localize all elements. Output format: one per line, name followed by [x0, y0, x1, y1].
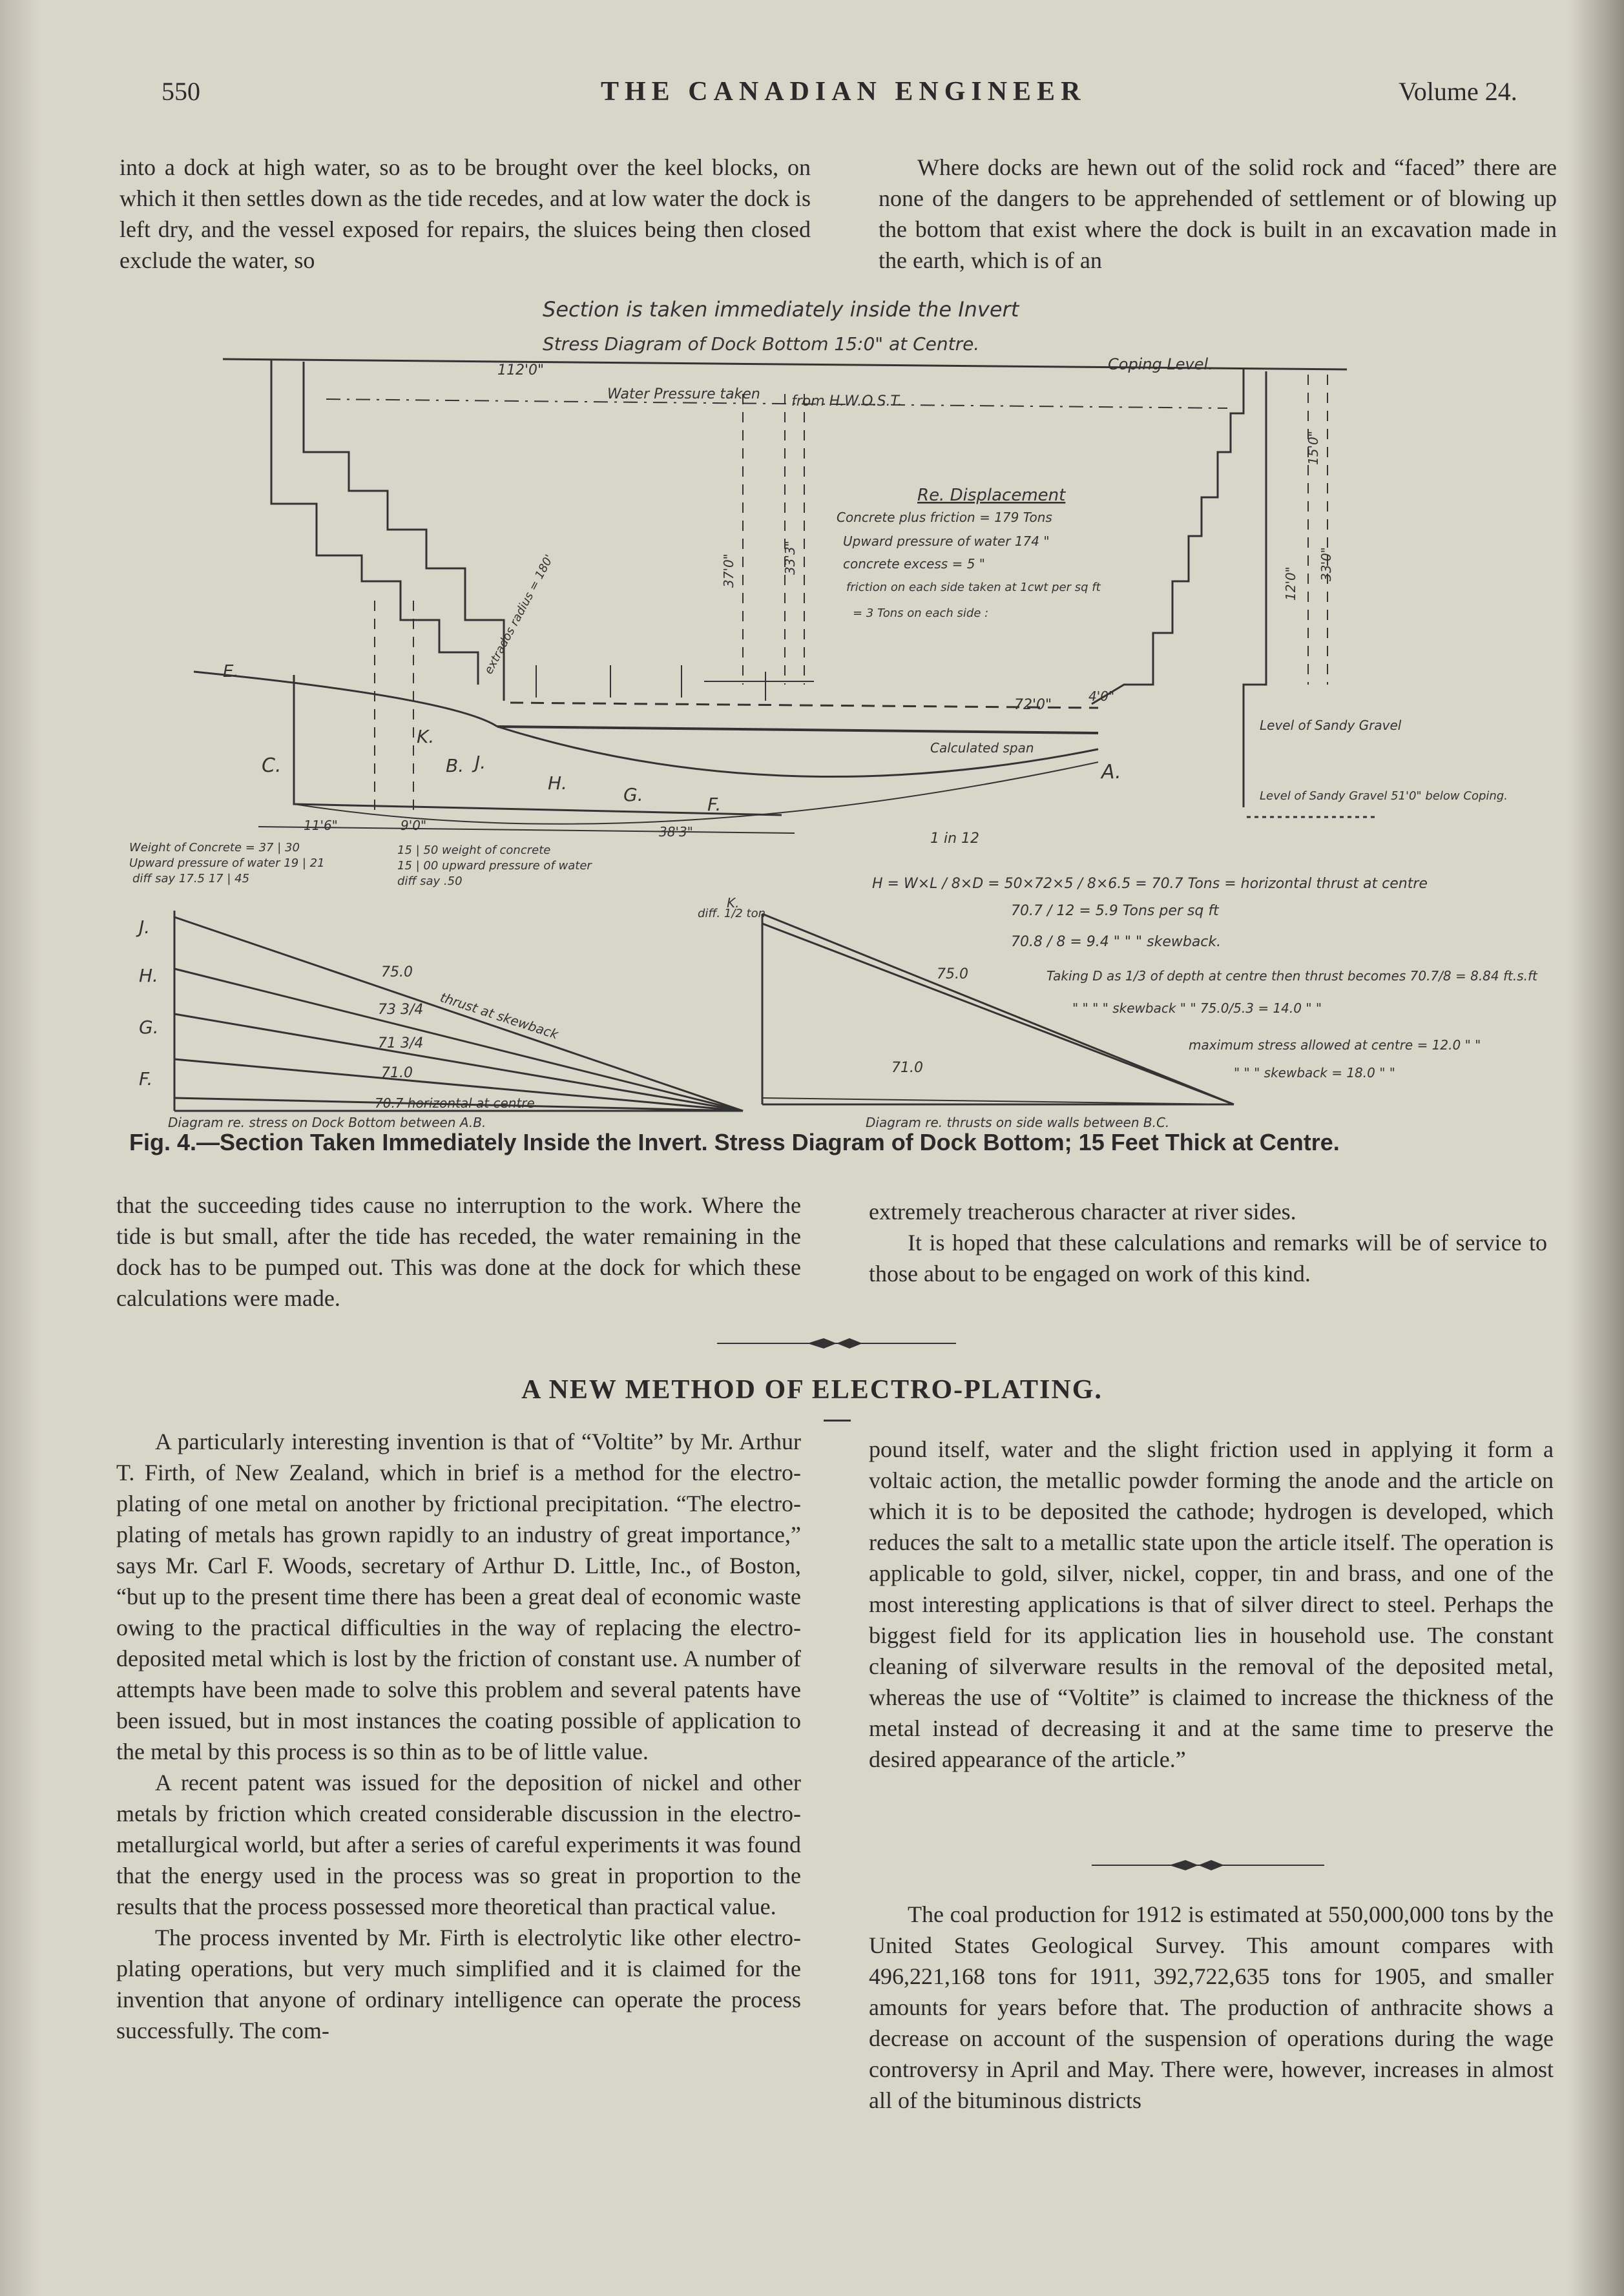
svg-text:75.0: 75.0	[381, 964, 413, 980]
svg-text:75.0: 75.0	[937, 966, 968, 982]
svg-text:G.: G.	[623, 784, 643, 805]
svg-text:Concrete plus friction = 179 T: Concrete plus friction = 179 Tons	[837, 510, 1052, 525]
top-right-paragraph: Where docks are hewn out of the solid rock and “faced” there are none of the dangers to be apprehended of settlement or of blowing up the bottom that exist where the dock is built in an excavation made in the earth, which is of an	[879, 154, 1557, 273]
article-paragraph-2: A recent patent was issued for the deposition of nickel and other metals by friction which created considerable discussion in the electro-metallurgical world, but after a series of careful experiments it was found that the energy used in the process was so great in proportion to the results that the process possessed more theoretical than practical value.	[116, 1770, 801, 1919]
svg-text:71.0: 71.0	[381, 1065, 413, 1081]
section-divider-ornament	[717, 1330, 956, 1356]
coal-note-paragraph: The coal production for 1912 is estimated at 550,000,000 tons by the United States Geological Survey. This amount compares with 496,221,168 tons for 1911, 392,722,635 tons for 1905, and smaller amounts for years before that. The production of anthracite shows a decrease on account of the suspension of operations during the wage controversy in April and May. There were, however, increases in almost all of the bituminous districts	[869, 1901, 1554, 2113]
article-right-column	[869, 1434, 1554, 1775]
mid-left-column	[116, 1190, 801, 1314]
svg-text:Upward pressure of water 19 |: Upward pressure of water 19 | 21	[129, 856, 325, 870]
figure-caption: Fig. 4.—Section Taken Immediately Inside the Invert. Stress Diagram of Dock Bottom; 15 Feet Thick at Centre.	[129, 1129, 1340, 1155]
svg-text:J.: J.	[139, 916, 151, 938]
svg-text:15 | 00 upward pressure of wat: 15 | 00 upward pressure of water	[397, 859, 592, 873]
displacement-heading: Re. Displacement	[917, 486, 1066, 505]
dim-112: 112'0"	[497, 362, 545, 378]
article-paragraph-1: A particularly interesting invention is that of “Voltite” by Mr. Arthur T. Firth, of New Zealand, which in brief is a method for the electro-plating of one metal on another by frictional precipitation. “The electro-plating of metals has grown rapidly to an industry of great importance,” says Mr. Carl F. Woods, secretary of Arthur D. Little, Inc., of Boston, “but up to the present time there has been a great deal of economic waste owing to the practical difficulties in the way of replacing the electro-deposited metal which is lost by the friction of constant use. A number of attempts have been made to solve this problem and several patents have been issued, but in most instances the coating possible of application to the metal by this process is so thin as to be of little value.	[116, 1429, 801, 1764]
fig-title-2: Stress Diagram of Dock Bottom 15:0" at Centre.	[543, 333, 980, 355]
svg-text:E.: E.	[223, 662, 239, 681]
svg-text:9'0": 9'0"	[401, 818, 427, 833]
top-left-paragraph: into a dock at high water, so as to be brought over the keel blocks, on which it then settles down as the tide recedes, and at low water the dock is left dry, and the vessel exposed for repairs, the sluices being then closed exclude the water, so	[120, 154, 811, 273]
svg-text:37'0": 37'0"	[721, 553, 736, 588]
svg-text:38'3": 38'3"	[659, 824, 693, 840]
article-left-column	[116, 1426, 801, 2046]
svg-text:A.: A.	[1101, 761, 1121, 783]
svg-text:maximum stress allowed at cent: maximum stress allowed at centre = 12.0 " "	[1189, 1037, 1481, 1053]
svg-text:70.8 / 8 = 9.4 " " " skewback: 70.8 / 8 = 9.4 " " " skewback.	[1011, 934, 1222, 950]
dock-section-figure	[0, 0, 1624, 1137]
left-wall-steps	[271, 359, 478, 685]
svg-text:F.: F.	[707, 794, 722, 815]
svg-text:Level of Sandy Gravel 51'0" be: Level of Sandy Gravel 51'0" below Coping.	[1260, 789, 1508, 803]
coping-level-label: Coping Level.	[1108, 355, 1213, 373]
svg-text:11'6": 11'6"	[304, 818, 338, 833]
article-paragraph-3: The process invented by Mr. Firth is electrolytic like other electro-plating operations, but very much simplified and it is claimed for the invention that anyone of ordinary intelligence can operate the process successfully. The com-	[116, 1925, 801, 2043]
svg-text:Taking D as 1/3 of depth at ce: Taking D as 1/3 of depth at centre then thrust becomes 70.7/8 = 8.84 ft.s.ft	[1046, 968, 1537, 984]
svg-text:diff say .50: diff say .50	[397, 874, 463, 888]
svg-text:G.: G.	[139, 1017, 159, 1038]
svg-text:J.: J.	[475, 752, 486, 773]
svg-text:H.: H.	[139, 965, 158, 986]
article-title: A NEW METHOD OF ELECTRO-PLATING.	[521, 1375, 1103, 1405]
svg-text:4'0": 4'0"	[1088, 688, 1115, 704]
svg-text:H.: H.	[548, 772, 567, 794]
from-hwost-label: from H.W.O.S.T.	[791, 393, 902, 409]
svg-text:Upward pressure of water 174 ": Upward pressure of water 174 "	[843, 533, 1050, 549]
svg-text:1 in 12: 1 in 12	[930, 831, 980, 847]
article-paragraph-4: pound itself, water and the slight friction used in applying it form a voltaic action, the metallic powder forming the anode and the article on which it is to be deposited the cathode; hydrogen is developed, which reduces the salt to a metallic state upon the article itself. The operation is applicable to gold, silver, nickel, copper, tin and brass, and one of the most interesting applications is that of silver direct to steel. Perhaps the biggest field for its application lies in household use. The constant cleaning of silverware results in the removal of the deposited metal, whereas the use of “Voltite” is claimed to increase the thickness of the metal instead of decreasing it and at the same time to preserve the desired appearance of the article.”	[869, 1436, 1554, 1772]
mid-right-paragraph: It is hoped that these calculations and remarks will be of service to those about to be engaged on work of this kind.	[869, 1230, 1547, 1287]
svg-text:extrados radius = 180': extrados radius = 180'	[481, 552, 557, 677]
svg-text:H = W×L / 8×D = 50×72×5 / 8×6.: H = W×L / 8×D = 50×72×5 / 8×6.5 = 70.7 Tons = horizontal thrust at centre	[872, 876, 1428, 892]
page-number: 550	[161, 77, 200, 106]
svg-text:= 3 Tons on each side :: = 3 Tons on each side :	[853, 606, 989, 620]
journal-title: THE CANADIAN ENGINEER	[601, 77, 1087, 107]
svg-text:70.7 horizontal at centre: 70.7 horizontal at centre	[375, 1095, 535, 1111]
svg-text:33'3": 33'3"	[782, 541, 798, 575]
note-divider-ornament	[1092, 1852, 1324, 1878]
right-diagram-caption: Diagram re. thrusts on side walls between B.C.	[866, 1115, 1170, 1130]
mid-right-line-1: extremely treacherous character at river sides.	[869, 1199, 1296, 1225]
svg-text:73 3/4: 73 3/4	[378, 1002, 424, 1018]
title-rule	[824, 1420, 851, 1422]
svg-text:friction on each side taken at: friction on each side taken at 1cwt per sq ft	[846, 581, 1101, 594]
svg-text:71.0: 71.0	[891, 1060, 923, 1076]
mid-right-column	[869, 1196, 1547, 1289]
svg-text:Weight of Concrete = 37 | 30: Weight of Concrete = 37 | 30	[129, 841, 300, 854]
fig-title-1: Section is taken immediately inside the Invert	[543, 297, 1019, 322]
svg-text:12'0": 12'0"	[1283, 566, 1298, 601]
svg-text:K.: K.	[727, 895, 740, 911]
volume-label: Volume 24.	[1399, 77, 1517, 106]
mid-left-paragraph: that the succeeding tides cause no interruption to the work. Where the tide is but small, after the tide has receded, the water remaining in the dock has to be pumped out. This was done at the dock for which these calculations were made.	[116, 1192, 801, 1311]
svg-text:B.: B.	[446, 755, 464, 776]
svg-text:72'0": 72'0"	[1014, 697, 1052, 713]
svg-text:diff say 17.5 17 | 45: diff say 17.5 17 | 45	[132, 872, 250, 885]
svg-text:" " " " skewback " " 75.0/5.3: " " " " skewback " " 75.0/5.3 = 14.0 " "	[1072, 1000, 1322, 1016]
svg-text:15 | 50 weight of concrete: 15 | 50 weight of concrete	[397, 843, 551, 857]
svg-text:thrust at skewback: thrust at skewback	[438, 989, 561, 1042]
calculated-span-label: Calculated span	[930, 740, 1034, 756]
left-diagram-caption: Diagram re. stress on Dock Bottom between A.B.	[168, 1115, 486, 1130]
svg-text:70.7 / 12 = 5.9 Tons per sq ft: 70.7 / 12 = 5.9 Tons per sq ft	[1011, 903, 1219, 919]
svg-text:33'0": 33'0"	[1318, 547, 1334, 581]
svg-text:" " " skewback = 18.0 " ": " " " skewback = 18.0 " "	[1234, 1065, 1395, 1081]
svg-text:K.: K.	[417, 726, 435, 747]
svg-text:diff. 1/2 ton: diff. 1/2 ton	[698, 907, 766, 920]
coal-note-column	[869, 1899, 1554, 2116]
svg-text:15'0": 15'0"	[1306, 431, 1321, 465]
level-sandy-label: Level of Sandy Gravel	[1260, 718, 1402, 733]
svg-text:F.: F.	[139, 1068, 153, 1090]
svg-text:concrete excess = 5 ": concrete excess = 5 "	[843, 556, 985, 572]
water-pressure-label: Water Pressure taken	[607, 386, 760, 402]
svg-text:71 3/4: 71 3/4	[378, 1035, 424, 1051]
svg-text:C.: C.	[262, 754, 282, 777]
